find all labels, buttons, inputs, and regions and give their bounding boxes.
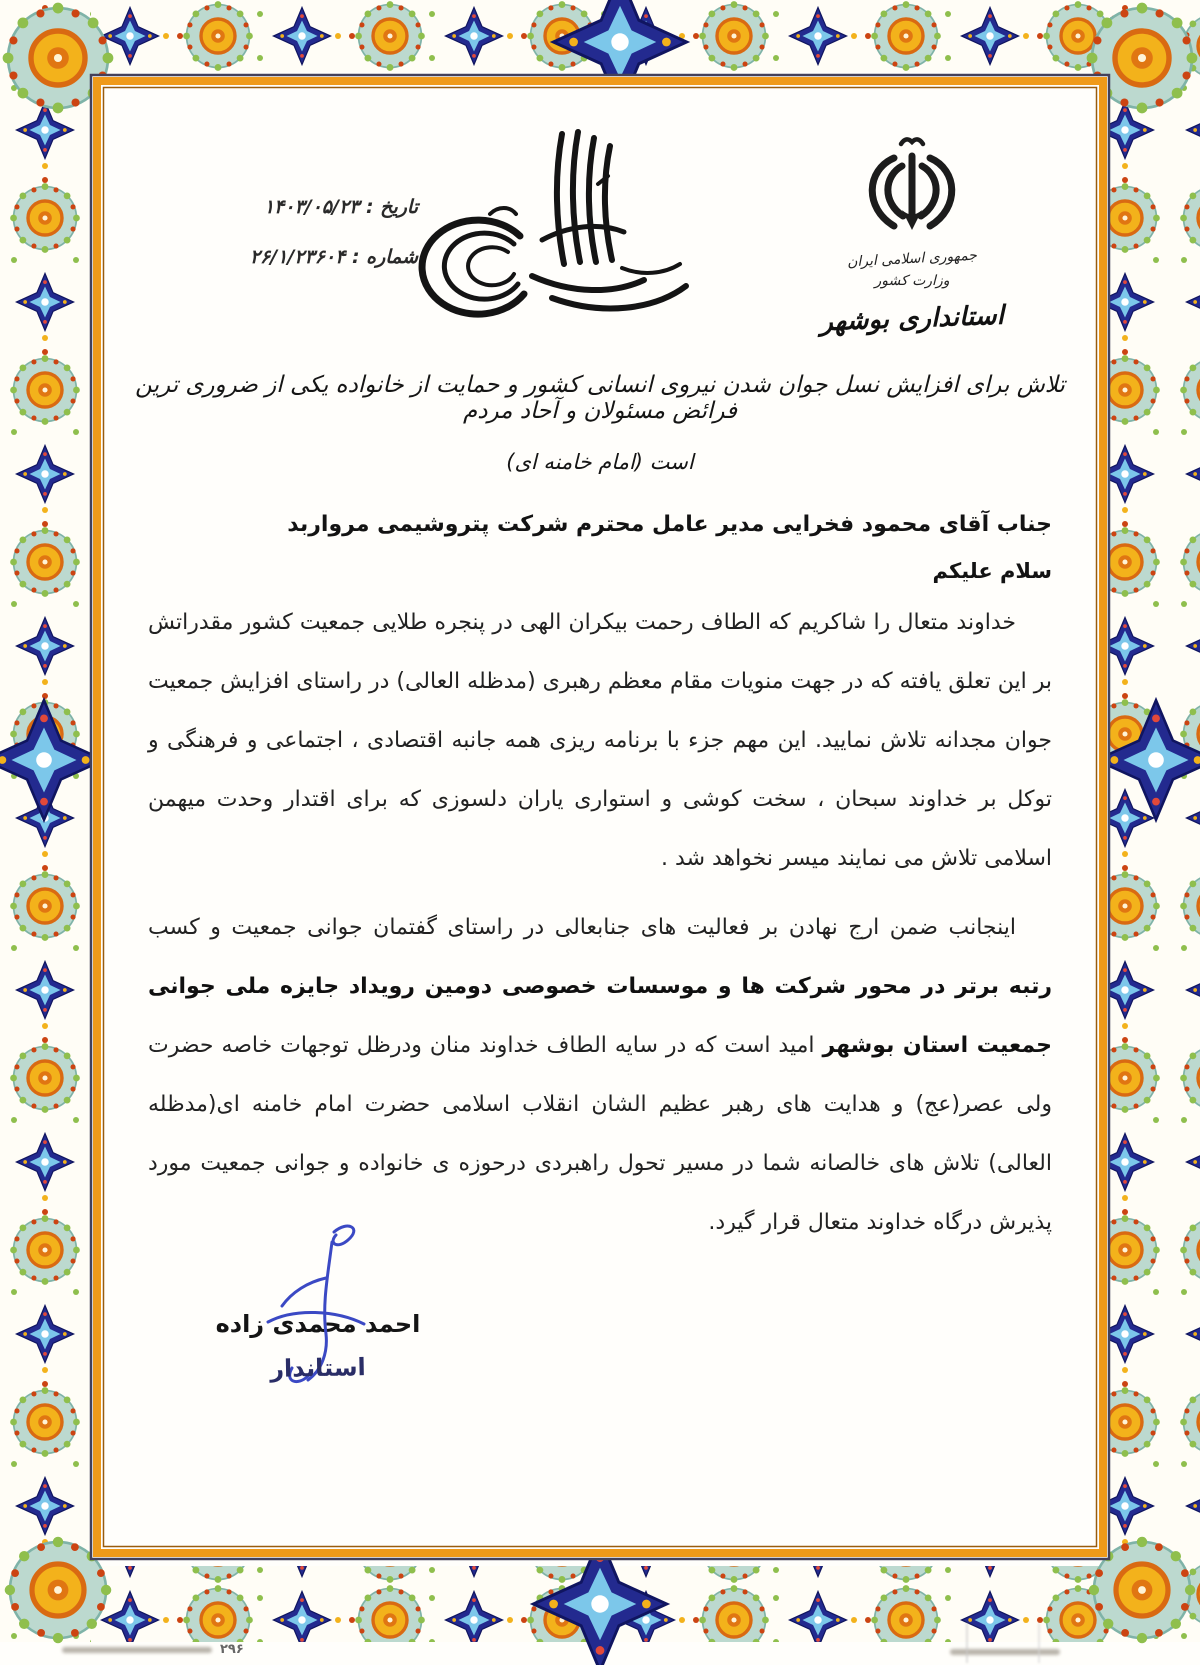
paragraph-1-text: خداوند متعال را شاکریم که الطاف رحمت بیکران الهی در پنجره طلایی جمعیت کشور مقدراتش بر این تعلق یافته که در جهت منویات مقام معظم رهبری (مدظله العالی) در راستای افزایش جمعیت جوان مجدانه تلاش نمایید. این مهم جزء با برنامه ریزی همه جانبه اقتصادی ، اجتماعی و فرهنگی و توکل بر خداوند سبحان ، سخت کوشی و استواری یاران دلسوزی که برای اقتدار وحدت میهمن اسلامی تلاش می نمایند میسر نخواهد شد .	[148, 610, 1052, 871]
letter-body	[148, 512, 1052, 1252]
letter-date: تاریخ : ۱۴۰۳/۰۵/۲۳	[263, 196, 418, 218]
addressee-line: جناب آقای محمود فخرایی مدیر عامل محترم شرکت پتروشیمی مرواربد	[287, 512, 1052, 537]
quote-line-1: تلاش برای افزایش نسل جوان شدن نیروی انسانی کشور و حمایت از خانواده یکی از ضروری ترین فرائض مسئولان و آحاد مردم	[135, 372, 1065, 424]
paragraph-2-rest: امید است که در سایه الطاف خداوند منان ودرظل توجهات خاصه حضرت ولی عصر(عج) و هدایت های رهبر عظیم الشان انقلاب اسلامی حضرت امام خامنه ای(مدظله العالی) تلاش های خالصانه شما در مسیر تحول راهبردی درحوزه ی خانواده و جوانی جمعیت مورد پذیرش درگاه خداوند متعال قرار گیرد.	[148, 1033, 1052, 1235]
governorate-name: استانداری بوشهر	[819, 300, 1005, 338]
quote-block	[118, 372, 1082, 474]
iran-emblem	[857, 128, 967, 248]
paragraph-2-bold: رتبه برتر در محور شرکت ها و موسسات خصوصی دومین رویداد جایزه ملی جوانی جمعیت استان بوشهر	[148, 974, 1053, 1058]
bismillah-calligraphy	[392, 118, 692, 343]
letter-number: شماره : ۲۶/۱/۲۳۶۰۴	[249, 246, 418, 268]
footer-page-number: ۲۹۶	[220, 1642, 244, 1657]
org-name-line2: وزارت کشور	[874, 273, 950, 289]
paragraph-2-lead: اینجانب ضمن ارج نهادن بر فعالیت های جنابعالی در راستای گفتمان جوانی جمعیت و کسب	[148, 915, 1016, 940]
quote-line-2: است (امام خامنه ای)	[506, 450, 694, 474]
paragraph-1	[148, 593, 1052, 888]
signatory-name: احمد محمدی زاده	[215, 1310, 421, 1338]
footer-left-note	[62, 1642, 244, 1657]
salutation: سلام علیکم	[932, 559, 1052, 583]
signature-block	[168, 1218, 468, 1382]
paragraph-2	[148, 898, 1052, 1252]
org-name-line1: جمهوری اسلامی ایران	[846, 247, 978, 271]
faint-stamp-mark	[966, 1623, 1040, 1663]
footer-blur-text	[62, 1647, 212, 1653]
signatory-title: استاندار	[269, 1353, 367, 1383]
